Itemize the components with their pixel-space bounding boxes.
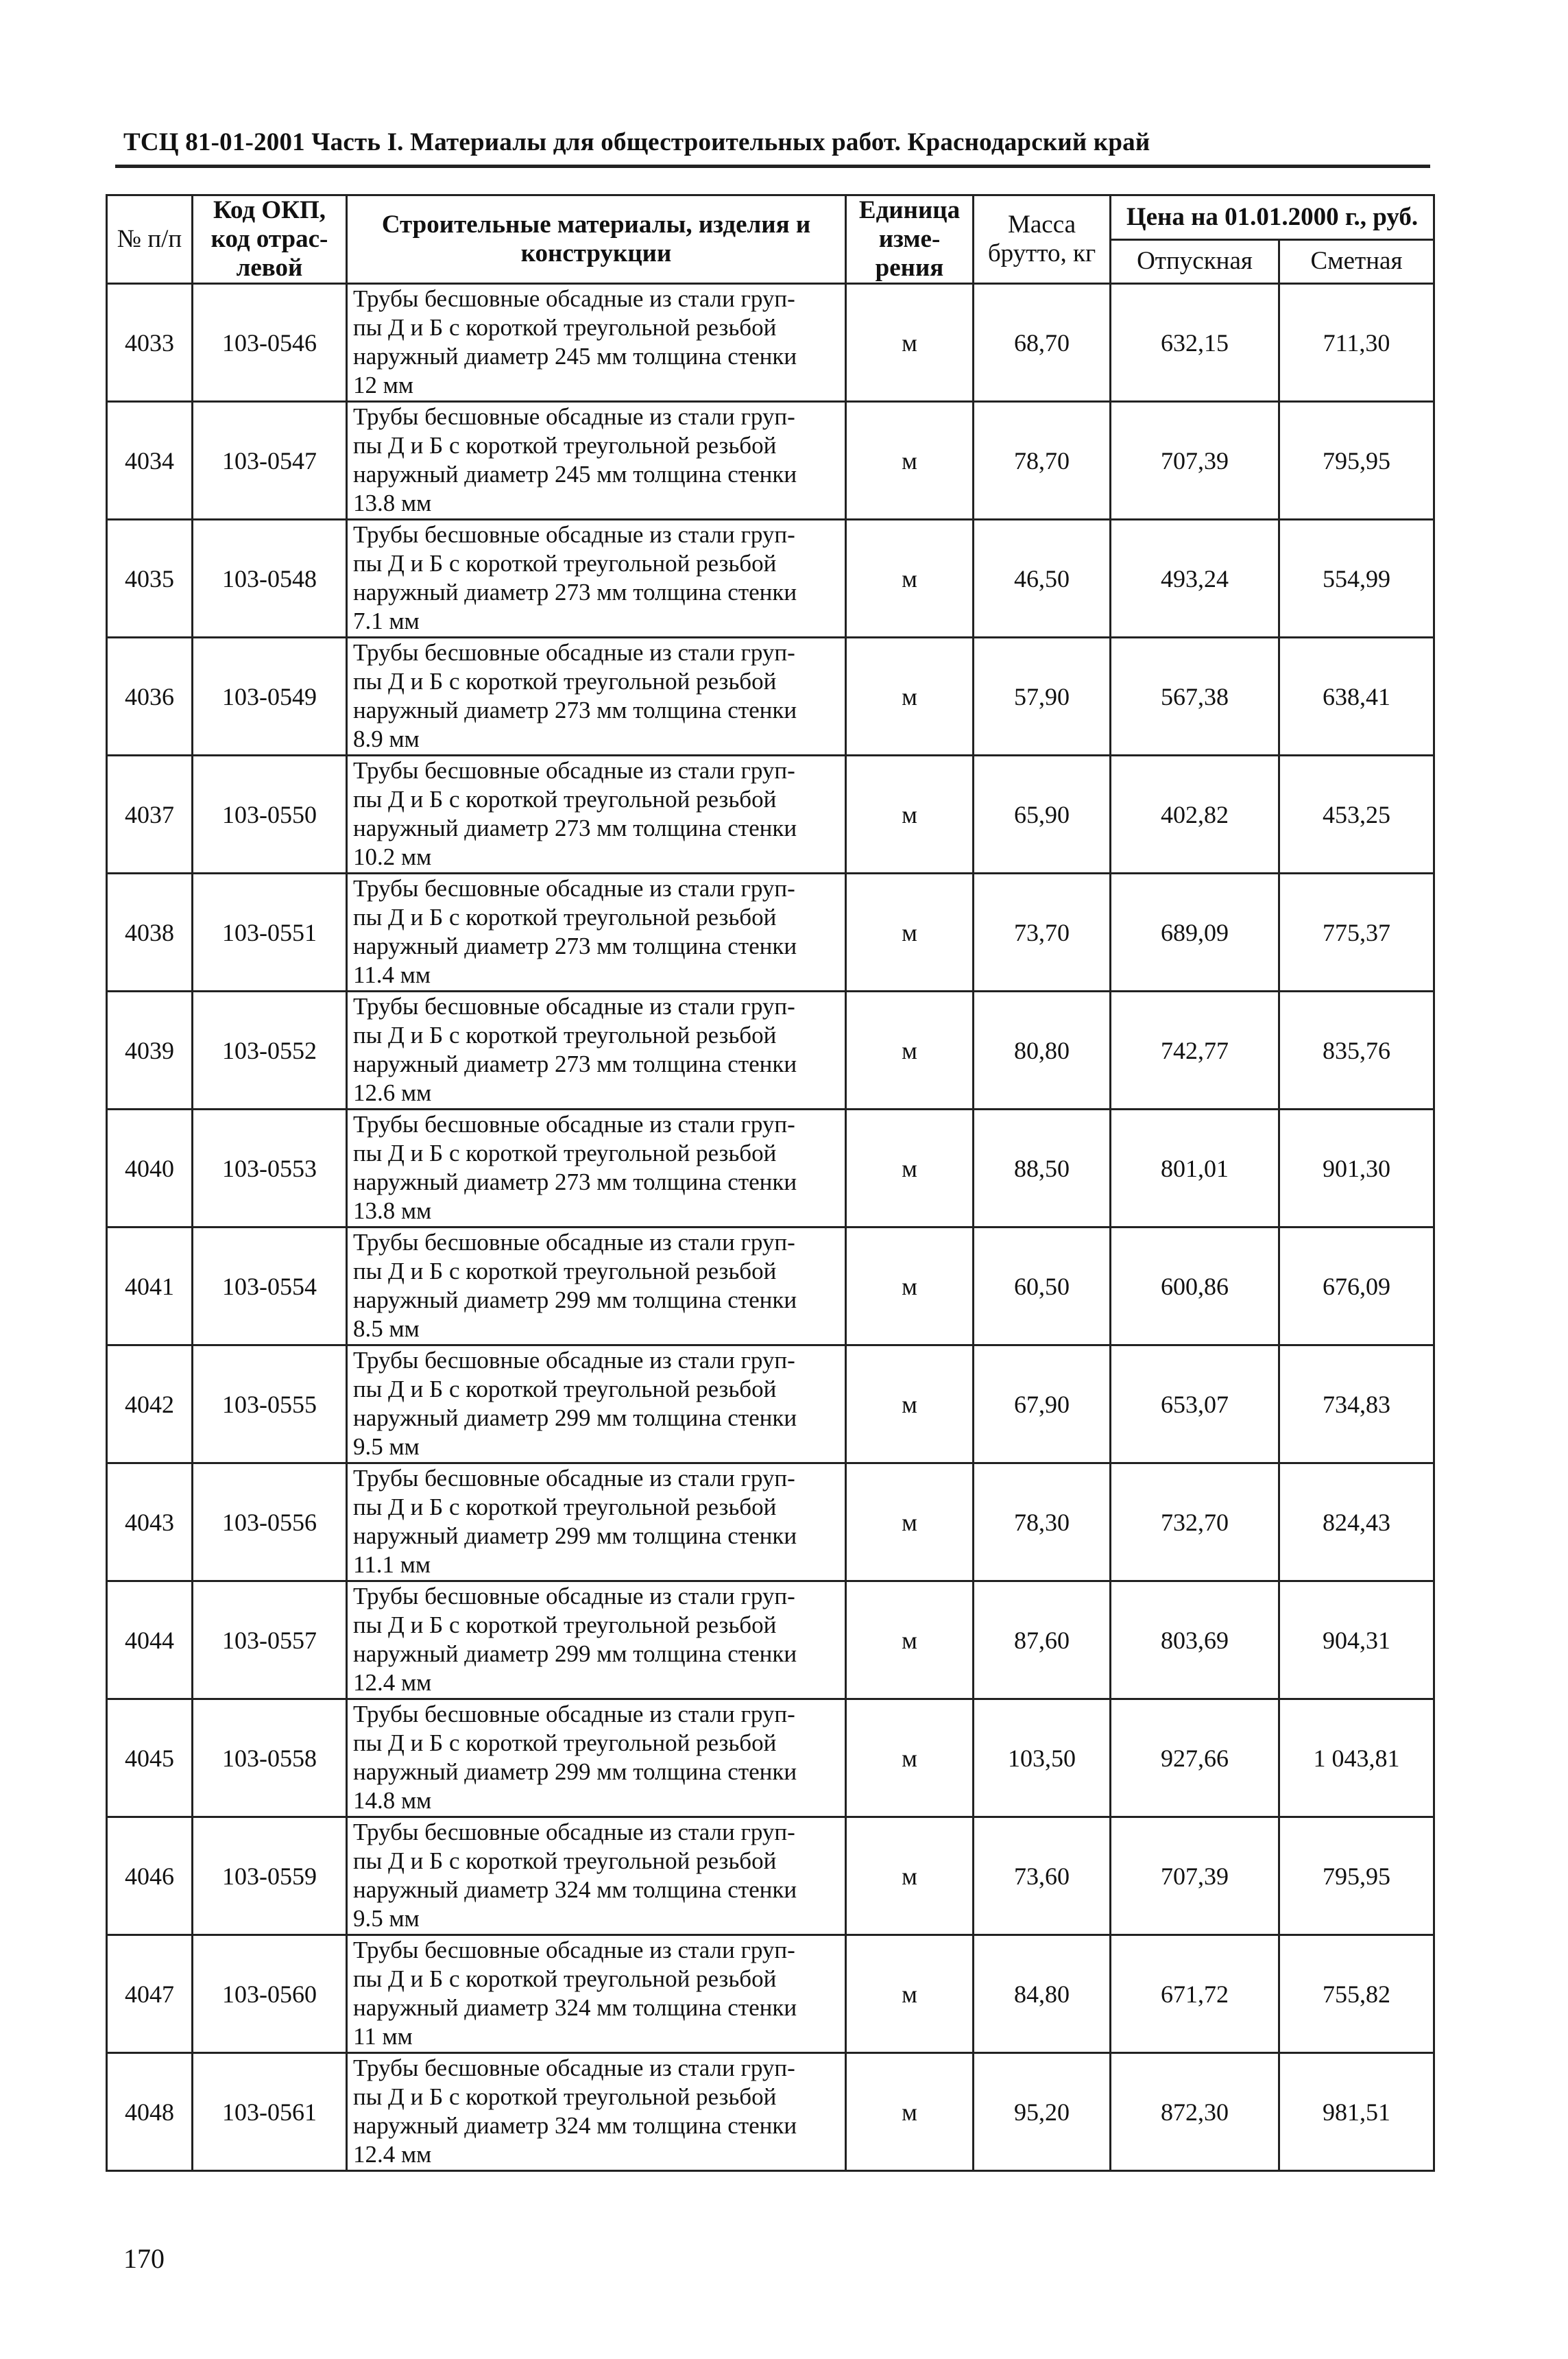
name-line: наружный диаметр 273 мм толщина стенки [353,933,797,959]
col-header-number: № п/п [107,195,193,284]
cell-code: 103-0548 [193,520,347,638]
cell-name [347,2053,846,2171]
name-line: Трубы бесшовные обсадные из стали груп- [353,1347,795,1374]
cell-unit: м [846,1110,974,1228]
cell-name [347,1935,846,2053]
name-line: Трубы бесшовные обсадные из стали груп- [353,1701,795,1727]
cell-price-estimate: 904,31 [1279,1581,1434,1699]
name-line: пы Д и Б с короткой треугольной резьбой [353,668,777,695]
name-line: наружный диаметр 324 мм толщина стенки [353,1994,797,2021]
cell-price-estimate: 676,09 [1279,1228,1434,1345]
name-line: 9.5 мм [353,1905,420,1932]
cell-mass: 95,20 [974,2053,1111,2171]
cell-name [347,638,846,756]
cell-price-release: 689,09 [1111,874,1279,992]
table-row [107,874,1434,992]
cell-mass: 103,50 [974,1699,1111,1817]
cell-code: 103-0561 [193,2053,347,2171]
cell-price-estimate: 453,25 [1279,756,1434,874]
name-line: наружный диаметр 299 мм толщина стенки [353,1286,797,1313]
cell-code: 103-0549 [193,638,347,756]
cell-unit: м [846,1699,974,1817]
table-row [107,1817,1434,1935]
cell-name [347,1345,846,1463]
cell-unit: м [846,1228,974,1345]
cell-price-release: 732,70 [1111,1463,1279,1581]
cell-name [347,520,846,638]
cell-name [347,992,846,1110]
cell-mass: 65,90 [974,756,1111,874]
cell-code: 103-0558 [193,1699,347,1817]
name-line: пы Д и Б с короткой треугольной резьбой [353,1965,777,1992]
cell-name [347,1228,846,1345]
col-header-mass: Масса брутто, кг [974,195,1111,284]
cell-price-release: 872,30 [1111,2053,1279,2171]
cell-name [347,1817,846,1935]
table-row [107,1345,1434,1463]
name-line: Трубы бесшовные обсадные из стали груп- [353,1111,795,1138]
cell-price-release: 671,72 [1111,1935,1279,2053]
name-line: Трубы бесшовные обсадные из стали груп- [353,875,795,902]
cell-number: 4040 [107,1110,193,1228]
col-header-code: Код ОКП, код отрас- левой [193,195,347,284]
cell-price-estimate: 795,95 [1279,1817,1434,1935]
cell-price-release: 742,77 [1111,992,1279,1110]
cell-price-release: 801,01 [1111,1110,1279,1228]
cell-unit: м [846,756,974,874]
name-line: наружный диаметр 324 мм толщина стенки [353,2112,797,2139]
cell-price-release: 707,39 [1111,1817,1279,1935]
cell-mass: 73,70 [974,874,1111,992]
name-line: 11 мм [353,2023,413,2050]
price-table [106,194,1435,2172]
name-line: Трубы бесшовные обсадные из стали груп- [353,639,795,666]
cell-number: 4037 [107,756,193,874]
cell-unit: м [846,2053,974,2171]
cell-price-estimate: 711,30 [1279,284,1434,402]
table-row [107,992,1434,1110]
cell-price-estimate: 795,95 [1279,402,1434,520]
cell-name [347,402,846,520]
cell-code: 103-0556 [193,1463,347,1581]
cell-code: 103-0555 [193,1345,347,1463]
cell-number: 4047 [107,1935,193,2053]
cell-unit: м [846,284,974,402]
name-line: 12.6 мм [353,1079,432,1106]
cell-mass: 60,50 [974,1228,1111,1345]
name-line: пы Д и Б с короткой треугольной резьбой [353,550,777,577]
cell-number: 4046 [107,1817,193,1935]
name-line: пы Д и Б с короткой треугольной резьбой [353,1729,777,1756]
cell-price-estimate: 554,99 [1279,520,1434,638]
cell-price-estimate: 835,76 [1279,992,1434,1110]
name-line: 11.1 мм [353,1551,431,1578]
cell-unit: м [846,1345,974,1463]
name-line: наружный диаметр 245 мм толщина стенки [353,461,797,488]
name-line: наружный диаметр 324 мм толщина стенки [353,1876,797,1903]
cell-price-estimate: 1 043,81 [1279,1699,1434,1817]
name-line: 14.8 мм [353,1787,432,1814]
name-line: 12.4 мм [353,1669,432,1696]
name-line: пы Д и Б с короткой треугольной резьбой [353,1376,777,1402]
cell-name [347,1110,846,1228]
name-line: 12.4 мм [353,2141,432,2168]
table-row [107,1110,1434,1228]
cell-code: 103-0551 [193,874,347,992]
cell-unit: м [846,638,974,756]
cell-price-release: 927,66 [1111,1699,1279,1817]
cell-mass: 80,80 [974,992,1111,1110]
cell-unit: м [846,1817,974,1935]
name-line: пы Д и Б с короткой треугольной резьбой [353,1612,777,1638]
name-line: наружный диаметр 299 мм толщина стенки [353,1522,797,1549]
cell-code: 103-0560 [193,1935,347,2053]
name-line: наружный диаметр 273 мм толщина стенки [353,815,797,841]
cell-price-release: 803,69 [1111,1581,1279,1699]
table-row [107,1463,1434,1581]
name-line: наружный диаметр 299 мм толщина стенки [353,1758,797,1785]
cell-unit: м [846,1463,974,1581]
name-line: 8.5 мм [353,1315,420,1342]
name-line: наружный диаметр 299 мм толщина стенки [353,1404,797,1431]
name-line: пы Д и Б с короткой треугольной резьбой [353,314,777,341]
table-row [107,1699,1434,1817]
cell-price-estimate: 775,37 [1279,874,1434,992]
table-row [107,284,1434,402]
cell-mass: 84,80 [974,1935,1111,2053]
cell-unit: м [846,520,974,638]
cell-mass: 46,50 [974,520,1111,638]
cell-number: 4042 [107,1345,193,1463]
cell-code: 103-0554 [193,1228,347,1345]
table-row [107,520,1434,638]
name-line: 13.8 мм [353,490,432,516]
name-line: наружный диаметр 245 мм толщина стенки [353,343,797,370]
cell-name [347,874,846,992]
col-header-price-group: Цена на 01.01.2000 г., руб. [1111,195,1434,240]
cell-price-estimate: 734,83 [1279,1345,1434,1463]
col-header-unit: Единица изме- рения [846,195,974,284]
col-header-name: Строительные материалы, изделия и конструкции [347,195,846,284]
table-row [107,638,1434,756]
cell-price-release: 567,38 [1111,638,1279,756]
name-line: Трубы бесшовные обсадные из стали груп- [353,1937,795,1963]
cell-number: 4044 [107,1581,193,1699]
name-line: Трубы бесшовные обсадные из стали груп- [353,1583,795,1609]
cell-number: 4045 [107,1699,193,1817]
name-line: пы Д и Б с короткой треугольной резьбой [353,786,777,813]
name-line: пы Д и Б с короткой треугольной резьбой [353,1847,777,1874]
cell-number: 4038 [107,874,193,992]
name-line: пы Д и Б с короткой треугольной резьбой [353,1022,777,1049]
cell-number: 4035 [107,520,193,638]
cell-code: 103-0559 [193,1817,347,1935]
cell-price-release: 653,07 [1111,1345,1279,1463]
cell-price-release: 493,24 [1111,520,1279,638]
cell-number: 4039 [107,992,193,1110]
cell-price-release: 402,82 [1111,756,1279,874]
table-row [107,1581,1434,1699]
cell-name [347,756,846,874]
cell-name [347,1581,846,1699]
cell-unit: м [846,874,974,992]
cell-code: 103-0552 [193,992,347,1110]
cell-name [347,1463,846,1581]
name-line: пы Д и Б с короткой треугольной резьбой [353,904,777,931]
cell-number: 4043 [107,1463,193,1581]
name-line: Трубы бесшовные обсадные из стали груп- [353,1465,795,1492]
cell-mass: 88,50 [974,1110,1111,1228]
table-row [107,2053,1434,2171]
table-row [107,402,1434,520]
cell-number: 4034 [107,402,193,520]
name-line: наружный диаметр 273 мм толщина стенки [353,1169,797,1195]
cell-mass: 67,90 [974,1345,1111,1463]
cell-mass: 78,30 [974,1463,1111,1581]
name-line: 8.9 мм [353,726,420,752]
name-line: пы Д и Б с короткой треугольной резьбой [353,2083,777,2110]
table-row [107,1228,1434,1345]
cell-number: 4036 [107,638,193,756]
name-line: 9.5 мм [353,1433,420,1460]
page-number: 170 [123,2243,165,2274]
cell-unit: м [846,1581,974,1699]
cell-code: 103-0557 [193,1581,347,1699]
cell-code: 103-0547 [193,402,347,520]
name-line: наружный диаметр 273 мм толщина стенки [353,697,797,723]
header-divider [115,165,1430,168]
cell-price-release: 632,15 [1111,284,1279,402]
cell-price-estimate: 824,43 [1279,1463,1434,1581]
col-header-price-estimate: Сметная [1279,239,1434,284]
col-header-price-release: Отпускная [1111,239,1279,284]
table-row [107,1935,1434,2053]
table-body [107,284,1434,2171]
name-line: Трубы бесшовные обсадные из стали груп- [353,993,795,1020]
cell-code: 103-0546 [193,284,347,402]
cell-price-estimate: 981,51 [1279,2053,1434,2171]
name-line: наружный диаметр 273 мм толщина стенки [353,579,797,606]
name-line: 10.2 мм [353,843,432,870]
name-line: Трубы бесшовные обсадные из стали груп- [353,285,795,312]
name-line: Трубы бесшовные обсадные из стали груп- [353,1819,795,1845]
cell-price-estimate: 755,82 [1279,1935,1434,2053]
cell-number: 4048 [107,2053,193,2171]
name-line: Трубы бесшовные обсадные из стали груп- [353,521,795,548]
cell-mass: 57,90 [974,638,1111,756]
cell-number: 4033 [107,284,193,402]
name-line: 7.1 мм [353,608,420,634]
cell-name [347,1699,846,1817]
cell-price-estimate: 901,30 [1279,1110,1434,1228]
cell-mass: 78,70 [974,402,1111,520]
name-line: 12 мм [353,372,414,398]
cell-mass: 87,60 [974,1581,1111,1699]
page-header: ТСЦ 81-01-2001 Часть I. Материалы для общестроительных работ. Краснодарский край [123,128,1150,156]
table-row [107,756,1434,874]
name-line: 13.8 мм [353,1197,432,1224]
name-line: пы Д и Б с короткой треугольной резьбой [353,1258,777,1284]
cell-price-release: 600,86 [1111,1228,1279,1345]
name-line: наружный диаметр 273 мм толщина стенки [353,1051,797,1077]
name-line: пы Д и Б с короткой треугольной резьбой [353,1140,777,1166]
cell-number: 4041 [107,1228,193,1345]
name-line: пы Д и Б с короткой треугольной резьбой [353,432,777,459]
name-line: пы Д и Б с короткой треугольной резьбой [353,1494,777,1520]
cell-mass: 73,60 [974,1817,1111,1935]
cell-code: 103-0553 [193,1110,347,1228]
name-line: наружный диаметр 299 мм толщина стенки [353,1640,797,1667]
cell-name [347,284,846,402]
cell-unit: м [846,402,974,520]
cell-unit: м [846,992,974,1110]
name-line: Трубы бесшовные обсадные из стали груп- [353,757,795,784]
cell-unit: м [846,1935,974,2053]
cell-price-estimate: 638,41 [1279,638,1434,756]
name-line: Трубы бесшовные обсадные из стали груп- [353,403,795,430]
cell-price-release: 707,39 [1111,402,1279,520]
name-line: Трубы бесшовные обсадные из стали груп- [353,2055,795,2081]
name-line: 11.4 мм [353,961,431,988]
name-line: Трубы бесшовные обсадные из стали груп- [353,1229,795,1256]
cell-code: 103-0550 [193,756,347,874]
cell-mass: 68,70 [974,284,1111,402]
